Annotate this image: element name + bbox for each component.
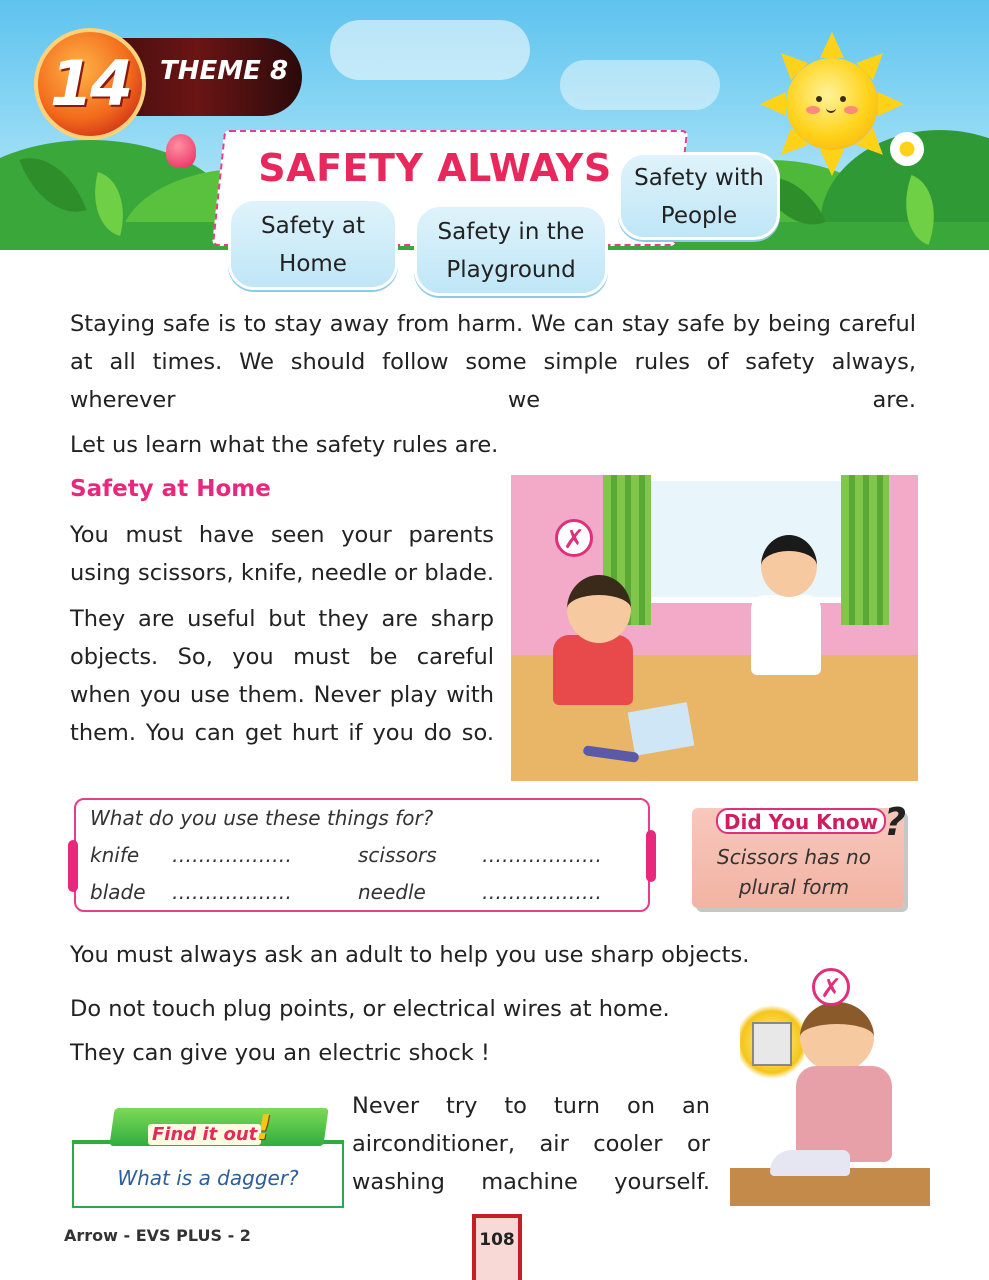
plug-point-icon xyxy=(752,1022,792,1066)
shock-warning: They can give you an electric shock ! xyxy=(70,1040,490,1066)
girl-head xyxy=(761,535,817,597)
topic-bubble-people xyxy=(618,152,780,240)
activity-item-needle: needle xyxy=(358,880,426,904)
activity-item-scissors: scissors xyxy=(358,843,437,867)
section-heading: Safety at Home xyxy=(70,476,271,502)
window xyxy=(627,475,853,603)
chapter-number: 14 xyxy=(49,47,131,120)
answer-blank[interactable]: ……………… xyxy=(172,880,292,904)
cross-mark-icon: ✗ xyxy=(555,519,593,557)
plug-points-rule: Do not touch plug points, or electrical wires at home. xyxy=(70,996,670,1022)
cross-mark-icon: ✗ xyxy=(812,968,850,1006)
answer-blank[interactable]: ……………… xyxy=(172,843,292,867)
topic-bubble-playground xyxy=(414,204,608,296)
did-you-know-label: Did You Know xyxy=(716,808,886,834)
girl xyxy=(751,595,821,675)
page-title: SAFETY ALWAYS xyxy=(258,146,612,190)
home-paragraph-1: You must have seen your parents using scissors, knife, needle or blade. xyxy=(70,522,494,586)
home-paragraph-2: They are useful but they are sharp objects. So, you must be careful when you use them. Never play with them. You can get hurt if you do so. xyxy=(70,606,494,746)
activity-item-blade: blade xyxy=(90,880,146,904)
boy xyxy=(553,635,633,705)
intro-learn-line: Let us learn what the safety rules are. xyxy=(70,432,499,458)
find-it-out-label: Find it out xyxy=(148,1124,261,1145)
topic-label: Safety with People xyxy=(634,165,764,229)
cloud xyxy=(330,20,530,80)
adult-help-rule: You must always ask an adult to help you use sharp objects. xyxy=(70,942,750,968)
activity-question: What do you use these things for? xyxy=(90,806,434,830)
activity-item-knife: knife xyxy=(90,843,140,867)
child-head xyxy=(800,1002,874,1072)
did-you-know-text: Scissors has no plural form xyxy=(717,845,871,899)
topic-label: Safety at Home xyxy=(261,213,365,277)
children-with-sharp-objects-illustration xyxy=(511,475,918,781)
curtain xyxy=(841,475,889,625)
theme-label: THEME 8 xyxy=(160,56,289,86)
cloud xyxy=(560,60,720,110)
intro-paragraph: Staying safe is to stay away from harm. We can stay safe by being careful at all times. We should follow some simple rules of safety always, wherever we are. xyxy=(70,311,916,413)
iron-icon xyxy=(770,1150,850,1176)
topic-bubble-home xyxy=(228,198,398,290)
sun-icon xyxy=(786,58,878,150)
exclamation-icon: ! xyxy=(256,1108,272,1148)
answer-blank[interactable]: ……………… xyxy=(482,880,602,904)
find-it-out-question: What is a dagger? xyxy=(117,1166,299,1190)
book-title: Arrow - EVS PLUS - 2 xyxy=(64,1226,251,1245)
daisy-icon xyxy=(890,132,924,166)
tab-marker xyxy=(68,840,78,892)
topic-label: Safety in the Playground xyxy=(437,219,585,283)
question-mark-icon: ? xyxy=(884,800,907,844)
boy-head xyxy=(567,575,631,643)
page-number: 108 xyxy=(472,1214,522,1280)
tab-marker xyxy=(646,830,656,882)
electric-shock-illustration xyxy=(730,962,930,1206)
answer-blank[interactable]: ……………… xyxy=(482,843,602,867)
appliances-rule: Never try to turn on an airconditioner, air cooler or washing machine yourself. xyxy=(352,1093,710,1195)
child-body xyxy=(796,1066,892,1162)
flower-bud-icon xyxy=(166,134,196,168)
